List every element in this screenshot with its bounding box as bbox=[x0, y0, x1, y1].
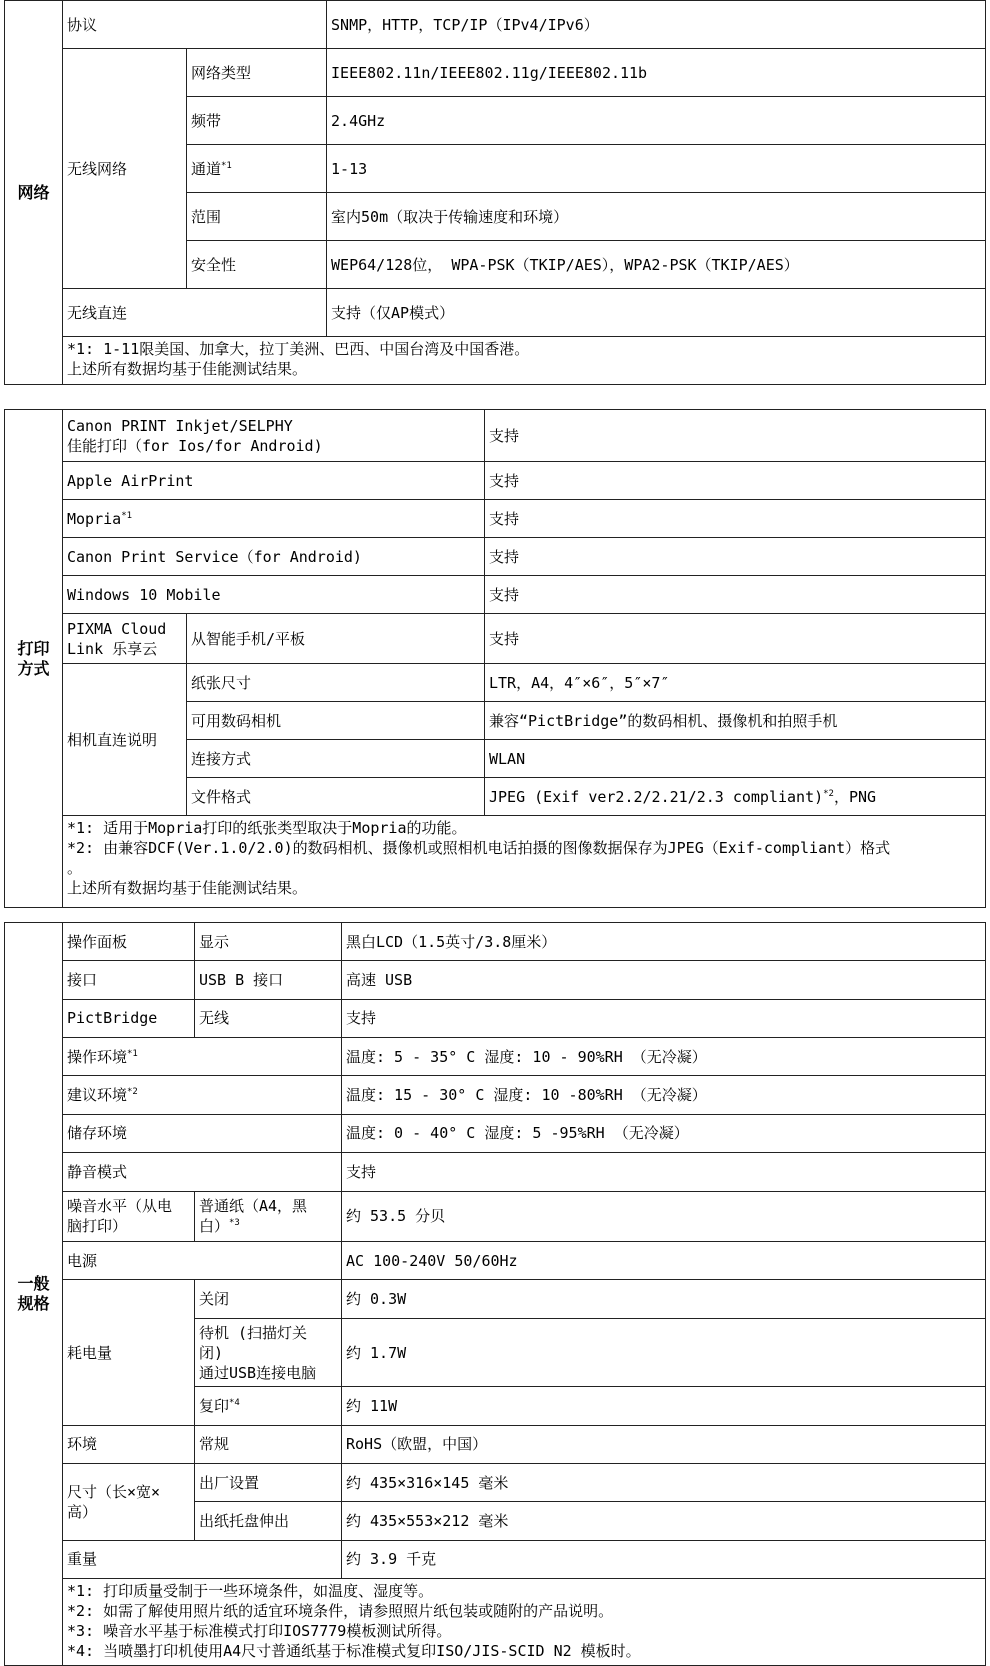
section-general: 一般 规格 bbox=[5, 923, 63, 1666]
row-value: 支持 bbox=[342, 1153, 986, 1191]
group-label: 耗电量 bbox=[63, 1280, 195, 1425]
group-label: 无线网络 bbox=[63, 49, 187, 289]
footnote-ref: *2 bbox=[823, 788, 834, 799]
row-label: 待机 (扫描灯关 闭) 通过USB连接电脑 bbox=[195, 1318, 342, 1387]
footnote-ref: *1 bbox=[121, 510, 133, 521]
row-value: WLAN bbox=[485, 740, 986, 778]
row-value: 约 1.7W bbox=[342, 1318, 986, 1387]
footnote-ref: *1 bbox=[221, 160, 232, 171]
row-label: 范围 bbox=[187, 193, 327, 241]
row-value: WEP64/128位， WPA-PSK（TKIP/AES），WPA2-PSK（TKIP/AES） bbox=[327, 241, 986, 289]
footnote-ref: *2 bbox=[127, 1087, 138, 1098]
footnotes: *1: 打印质量受制于一些环境条件，如温度、湿度等。 *2: 如需了解使用照片纸的适宜环境条件，请参照照片纸包装或随附的产品说明。 *3: 噪音水平基于标准模式打印IOS7779模板测试所得。 *4: 当喷墨打印机使用A4尺寸普通纸基于标准模式复印ISO/JIS-SCID N2 模板时。 bbox=[63, 1579, 986, 1666]
row-value: 黑白LCD（1.5英寸/3.8厘米） bbox=[342, 923, 986, 961]
row-value: 支持 bbox=[485, 462, 986, 500]
section-network: 网络 bbox=[5, 1, 63, 385]
footnote-ref: *4 bbox=[229, 1398, 240, 1409]
row-value: RoHS（欧盟，中国） bbox=[342, 1425, 986, 1463]
row-label: 安全性 bbox=[187, 241, 327, 289]
row-value: 支持 bbox=[485, 538, 986, 576]
row-label: 纸张尺寸 bbox=[187, 664, 485, 702]
row-value: IEEE802.11n/IEEE802.11g/IEEE802.11b bbox=[327, 49, 986, 97]
row-value: 约 53.5 分贝 bbox=[342, 1191, 986, 1241]
row-value: 支持 bbox=[485, 614, 986, 664]
row-value: 温度: 0 - 40° C 湿度: 5 -95%RH （无冷凝） bbox=[342, 1114, 986, 1152]
row-label: Canon Print Service（for Android) bbox=[63, 538, 485, 576]
row-label: 显示 bbox=[195, 923, 342, 961]
row-label: 协议 bbox=[63, 1, 327, 49]
row-label: 出纸托盘伸出 bbox=[195, 1502, 342, 1540]
group-label: 环境 bbox=[63, 1425, 195, 1463]
general-spec-table bbox=[4, 922, 986, 1666]
row-value: 约 11W bbox=[342, 1387, 986, 1425]
print-spec-table bbox=[4, 409, 986, 908]
footnotes: *1: 1-11限美国、加拿大，拉丁美洲、巴西、中国台湾及中国香港。 上述所有数据均基于佳能测试结果。 bbox=[63, 337, 986, 385]
row-label: 重量 bbox=[63, 1540, 342, 1578]
group-label: PictBridge bbox=[63, 999, 195, 1037]
row-label: 出厂设置 bbox=[195, 1464, 342, 1502]
group-label: 操作面板 bbox=[63, 923, 195, 961]
row-value: 温度: 15 - 30° C 湿度: 10 -80%RH （无冷凝） bbox=[342, 1076, 986, 1114]
row-value: 室内50m（取决于传输速度和环境） bbox=[327, 193, 986, 241]
row-label: 无线直连 bbox=[63, 289, 327, 337]
group-label: PIXMA Cloud Link 乐享云 bbox=[63, 614, 187, 664]
footnotes: *1: 适用于Mopria打印的纸张类型取决于Mopria的功能。 *2: 由兼容DCF(Ver.1.0/2.0)的数码相机、摄像机或照相机电话拍摄的图像数据保存为JPEG（Exif-compliant）格式 。 上述所有数据均基于佳能测试结果。 bbox=[63, 816, 986, 908]
row-value: 支持（仅AP模式） bbox=[327, 289, 986, 337]
footnote-ref: *1 bbox=[127, 1048, 138, 1059]
group-label: 噪音水平（从电 脑打印） bbox=[63, 1191, 195, 1241]
row-value: 约 3.9 千克 bbox=[342, 1540, 986, 1578]
row-value: 约 435×553×212 毫米 bbox=[342, 1502, 986, 1540]
row-label: 频带 bbox=[187, 97, 327, 145]
row-value: 1-13 bbox=[327, 145, 986, 193]
row-label: USB B 接口 bbox=[195, 961, 342, 999]
row-value: 温度: 5 - 35° C 湿度: 10 - 90%RH （无冷凝） bbox=[342, 1038, 986, 1076]
row-label: 常规 bbox=[195, 1425, 342, 1463]
row-label: 普通纸（A4，黑 白）$^{*3}$ bbox=[195, 1191, 342, 1241]
row-label: 从智能手机/平板 bbox=[187, 614, 485, 664]
row-label: Canon PRINT Inkjet/SELPHY 佳能打印（for Ios/for Android) bbox=[63, 410, 485, 462]
row-label: 电源 bbox=[63, 1241, 342, 1279]
row-label: 储存环境 bbox=[63, 1114, 342, 1152]
row-label: 通道$^{*1}$ bbox=[187, 145, 327, 193]
row-value: JPEG (Exif ver2.2/2.21/2.3 compliant)$^{*2}$，PNG bbox=[485, 778, 986, 816]
row-label: 文件格式 bbox=[187, 778, 485, 816]
row-value: AC 100-240V 50/60Hz bbox=[342, 1241, 986, 1279]
row-label: 建议环境$^{*2}$ bbox=[63, 1076, 342, 1114]
row-value: 支持 bbox=[342, 999, 986, 1037]
group-label: 尺寸（长×宽× 高） bbox=[63, 1464, 195, 1541]
row-label: Mopria$^{*1}$ bbox=[63, 500, 485, 538]
row-value: 高速 USB bbox=[342, 961, 986, 999]
row-value: SNMP，HTTP，TCP/IP（IPv4/IPv6） bbox=[327, 1, 986, 49]
network-spec-table bbox=[4, 0, 986, 385]
row-label: 操作环境$^{*1}$ bbox=[63, 1038, 342, 1076]
row-label: 无线 bbox=[195, 999, 342, 1037]
row-label: 连接方式 bbox=[187, 740, 485, 778]
row-value: 支持 bbox=[485, 410, 986, 462]
section-print: 打印 方式 bbox=[5, 410, 63, 908]
row-value: 约 435×316×145 毫米 bbox=[342, 1464, 986, 1502]
row-label: 关闭 bbox=[195, 1280, 342, 1318]
row-label: Windows 10 Mobile bbox=[63, 576, 485, 614]
group-label: 接口 bbox=[63, 961, 195, 999]
row-label: Apple AirPrint bbox=[63, 462, 485, 500]
row-label: 静音模式 bbox=[63, 1153, 342, 1191]
row-label: 复印$^{*4}$ bbox=[195, 1387, 342, 1425]
group-label: 相机直连说明 bbox=[63, 664, 187, 816]
row-label: 可用数码相机 bbox=[187, 702, 485, 740]
row-value: 支持 bbox=[485, 500, 986, 538]
row-value: 兼容“PictBridge”的数码相机、摄像机和拍照手机 bbox=[485, 702, 986, 740]
row-value: 支持 bbox=[485, 576, 986, 614]
row-value: 2.4GHz bbox=[327, 97, 986, 145]
row-value: LTR，A4，4″×6″，5″×7″ bbox=[485, 664, 986, 702]
row-value: 约 0.3W bbox=[342, 1280, 986, 1318]
footnote-ref: *3 bbox=[229, 1218, 240, 1229]
row-label: 网络类型 bbox=[187, 49, 327, 97]
